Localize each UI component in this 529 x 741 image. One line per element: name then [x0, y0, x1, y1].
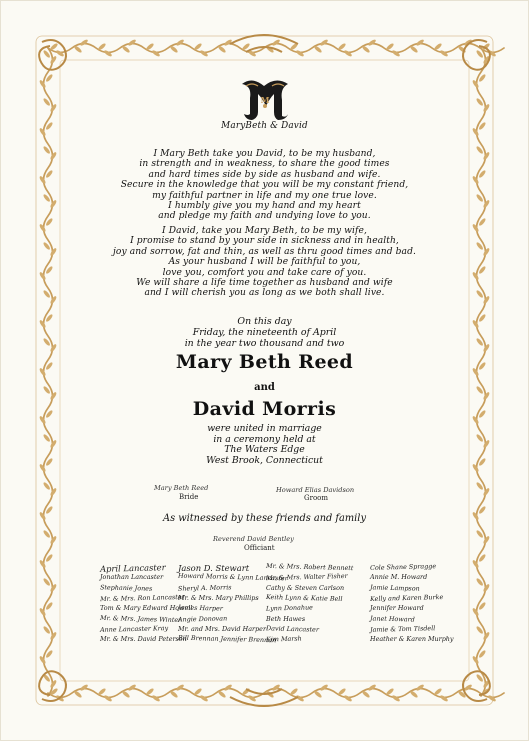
vow-line: I promise to stand by your side in sickness and in health, — [130, 236, 399, 247]
and-word: and — [254, 382, 275, 393]
witness-signature: Cathy & Steven Carlson — [266, 583, 345, 592]
witness-signature: Tom & Mary Edward Howell — [100, 604, 193, 613]
witness-signature: Mr. and Mrs. David Harper — [178, 624, 267, 633]
vow-line: I humbly give you my hand and my heart — [168, 201, 361, 212]
ceremony-place — [70, 424, 459, 466]
bride-role: Bride — [179, 493, 199, 501]
witness-signature: Mr. & Mrs. Mary Phillips — [178, 593, 259, 602]
witness-signature: Jason D. Stewart — [178, 563, 250, 573]
monogram-letter: M — [260, 95, 270, 105]
witness-signature: James Harper — [177, 603, 223, 613]
witness-signature: Anne Lancaster Kray — [99, 623, 169, 634]
witness-signature: Jamie Lampson — [369, 582, 420, 593]
witness-signature: Cole Shane Spragge — [369, 562, 437, 572]
vow-line: and pledge my faith and undying love to you. — [158, 211, 371, 222]
witness-signature: Kim Marsh — [265, 634, 302, 644]
officiant-signature: Reverend David Bentley — [213, 535, 294, 543]
vow-line: Secure in the knowledge that you will be my constant friend, — [120, 180, 409, 191]
vow-line: We will share a life time together as husband and wife — [136, 278, 393, 289]
vow-line: love you, comfort you and take care of you. — [162, 267, 367, 278]
witness-signature: Angie Donovan — [177, 613, 228, 624]
witness-signature: Kelly and Karen Burke — [369, 592, 444, 603]
witness-signature: Bill Brennan Jennifer Brennan — [177, 633, 277, 645]
place-line: in a ceremony held at — [213, 433, 316, 445]
date-line: Friday, the nineteenth of April — [192, 327, 337, 338]
place-line: West Brook, Connecticut — [206, 454, 323, 466]
witness-signature: Mr. & Mrs. David Peterson — [100, 635, 187, 644]
vow-line: I Mary Beth take you David, to be my husband, — [153, 149, 376, 159]
witness-signature: Jamie & Tom Tisdell — [369, 623, 436, 634]
witness-signature: Sheryl A. Morris — [177, 582, 232, 593]
ceremony-date — [70, 316, 459, 349]
witness-signature: David Lancaster — [265, 624, 320, 634]
vow-line: I David, take you Mary Beth, to be my wife, — [162, 226, 367, 236]
monogram-emblem — [238, 76, 292, 120]
witness-signature: Janet Howard — [369, 613, 415, 624]
witness-signature: Beth Hawes — [266, 614, 306, 623]
vow-line: and hard times side by side as husband and wife. — [148, 169, 381, 180]
witness-signature: Mr. & Mrs. Walter Fisher — [265, 572, 348, 583]
vow-line: my faithful partner in life and my one true love. — [152, 190, 377, 201]
place-line: The Waters Edge — [224, 444, 305, 456]
witness-signature: Mr. & Mrs. Ron Lancaster — [99, 592, 185, 603]
witness-signature: Mr. & Mrs. Robert Bennett — [265, 561, 354, 573]
certificate-content — [70, 70, 459, 680]
date-line: On this day — [237, 316, 292, 327]
vow-line: and I will cherish you as long as we both shall live. — [144, 288, 385, 299]
groom-role: Groom — [304, 494, 329, 502]
witness-signature: Mr. & Mrs. James Winter — [99, 613, 182, 624]
place-line: were united in marriage — [207, 423, 322, 434]
witness-signature: April Lancaster — [99, 562, 166, 574]
vow-line: in strength and in weakness, to share the good times — [139, 159, 390, 170]
vow-groom — [70, 226, 459, 299]
date-line: in the year two thousand and two — [184, 338, 345, 349]
witness-signature: Jonathan Lancaster — [100, 573, 164, 582]
witness-signature: Heather & Karen Murphy — [370, 635, 454, 644]
witness-signature: Jennifer Howard — [370, 604, 424, 613]
groom-signature: Howard Elias Davidson — [276, 486, 355, 494]
witness-signature: Lynn Donahue — [265, 603, 314, 613]
groom-name: David Morris — [192, 398, 337, 420]
witness-heading: As witnessed by these friends and family — [163, 513, 366, 524]
witness-signature: Stephanie Jones — [99, 582, 153, 593]
officiant-role: Officiant — [244, 544, 275, 552]
bride-signature: Mary Beth Reed — [154, 484, 209, 492]
couple-heading: MaryBeth & David — [221, 121, 308, 131]
vow-bride — [70, 149, 459, 222]
witness-signature: Keith Lynn & Katie Bell — [265, 592, 343, 603]
witness-signature: Annie M. Howard — [370, 573, 428, 582]
vow-line: joy and sorrow, fat and thin, as well as thru good times and bad. — [113, 246, 416, 257]
witness-signature: Howard Morris & Lynn Lancaster — [177, 571, 288, 583]
vow-line: As your husband I will be faithful to you, — [168, 257, 361, 268]
bride-name: Mary Beth Reed — [175, 351, 354, 373]
